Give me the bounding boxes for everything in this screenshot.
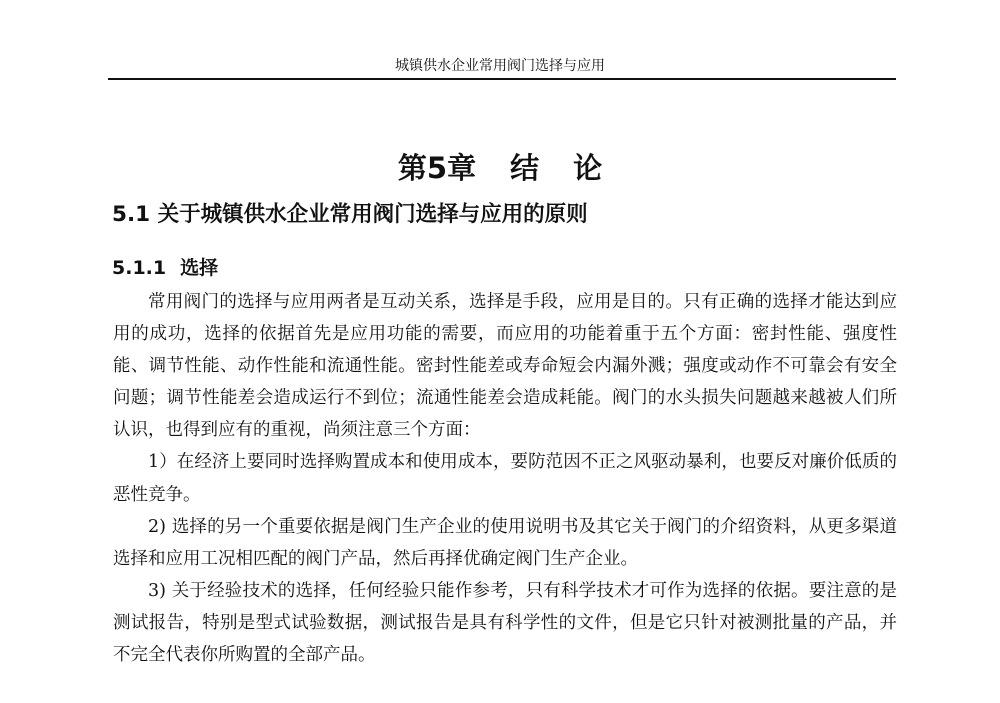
subsection-number: 5.1.1 bbox=[112, 257, 167, 279]
running-header: 城镇供水企业常用阀门选择与应用 bbox=[395, 58, 605, 74]
subsection-title: 选择 bbox=[180, 257, 219, 279]
chapter-number: 第5章 bbox=[397, 151, 477, 185]
section-heading: 5.1 关于城镇供水企业常用阀门选择与应用的原则 bbox=[112, 202, 588, 227]
chapter-title bbox=[0, 148, 1000, 188]
paragraph-point-1: 1）在经济上要同时选择购置成本和使用成本，要防范因不正之风驱动暴利，也要反对廉价低质的恶性竞争。 bbox=[113, 452, 897, 505]
header-rule bbox=[108, 78, 896, 80]
body-text bbox=[113, 286, 897, 671]
paragraph-point-2: 2) 选择的另一个重要依据是阀门生产企业的使用说明书及其它关于阀门的介绍资料，从更多渠道选择和应用工况相匹配的阀门产品，然后再择优确定阀门生产企业。 bbox=[113, 516, 897, 569]
chapter-title-char-2: 论 bbox=[573, 151, 603, 185]
paragraph-point-3: 3) 关于经验技术的选择，任何经验只能作参考，只有科学技术才可作为选择的依据。要注意的是测试报告，特别是型式试验数据，测试报告是具有科学性的文件，但是它只针对被测批量的产品，并不完全代表你所购置的全部产品。 bbox=[113, 580, 897, 666]
subsection-heading bbox=[112, 253, 218, 283]
paragraph-intro: 常用阀门的选择与应用两者是互动关系，选择是手段，应用是目的。只有正确的选择才能达到应用的成功，选择的依据首先是应用功能的需要，而应用的功能着重于五个方面：密封性能、强度性能、调节性能、动作性能和流通性能。密封性能差或寿命短会内漏外溅；强度或动作不可靠会有安全问题；调节性能差会造成运行不到位；流通性能差会造成耗能。阀门的水头损失问题越来越被人们所认识，也得到应有的重视，尚须注意三个方面： bbox=[113, 292, 897, 441]
chapter-title-char-1: 结 bbox=[510, 151, 540, 185]
